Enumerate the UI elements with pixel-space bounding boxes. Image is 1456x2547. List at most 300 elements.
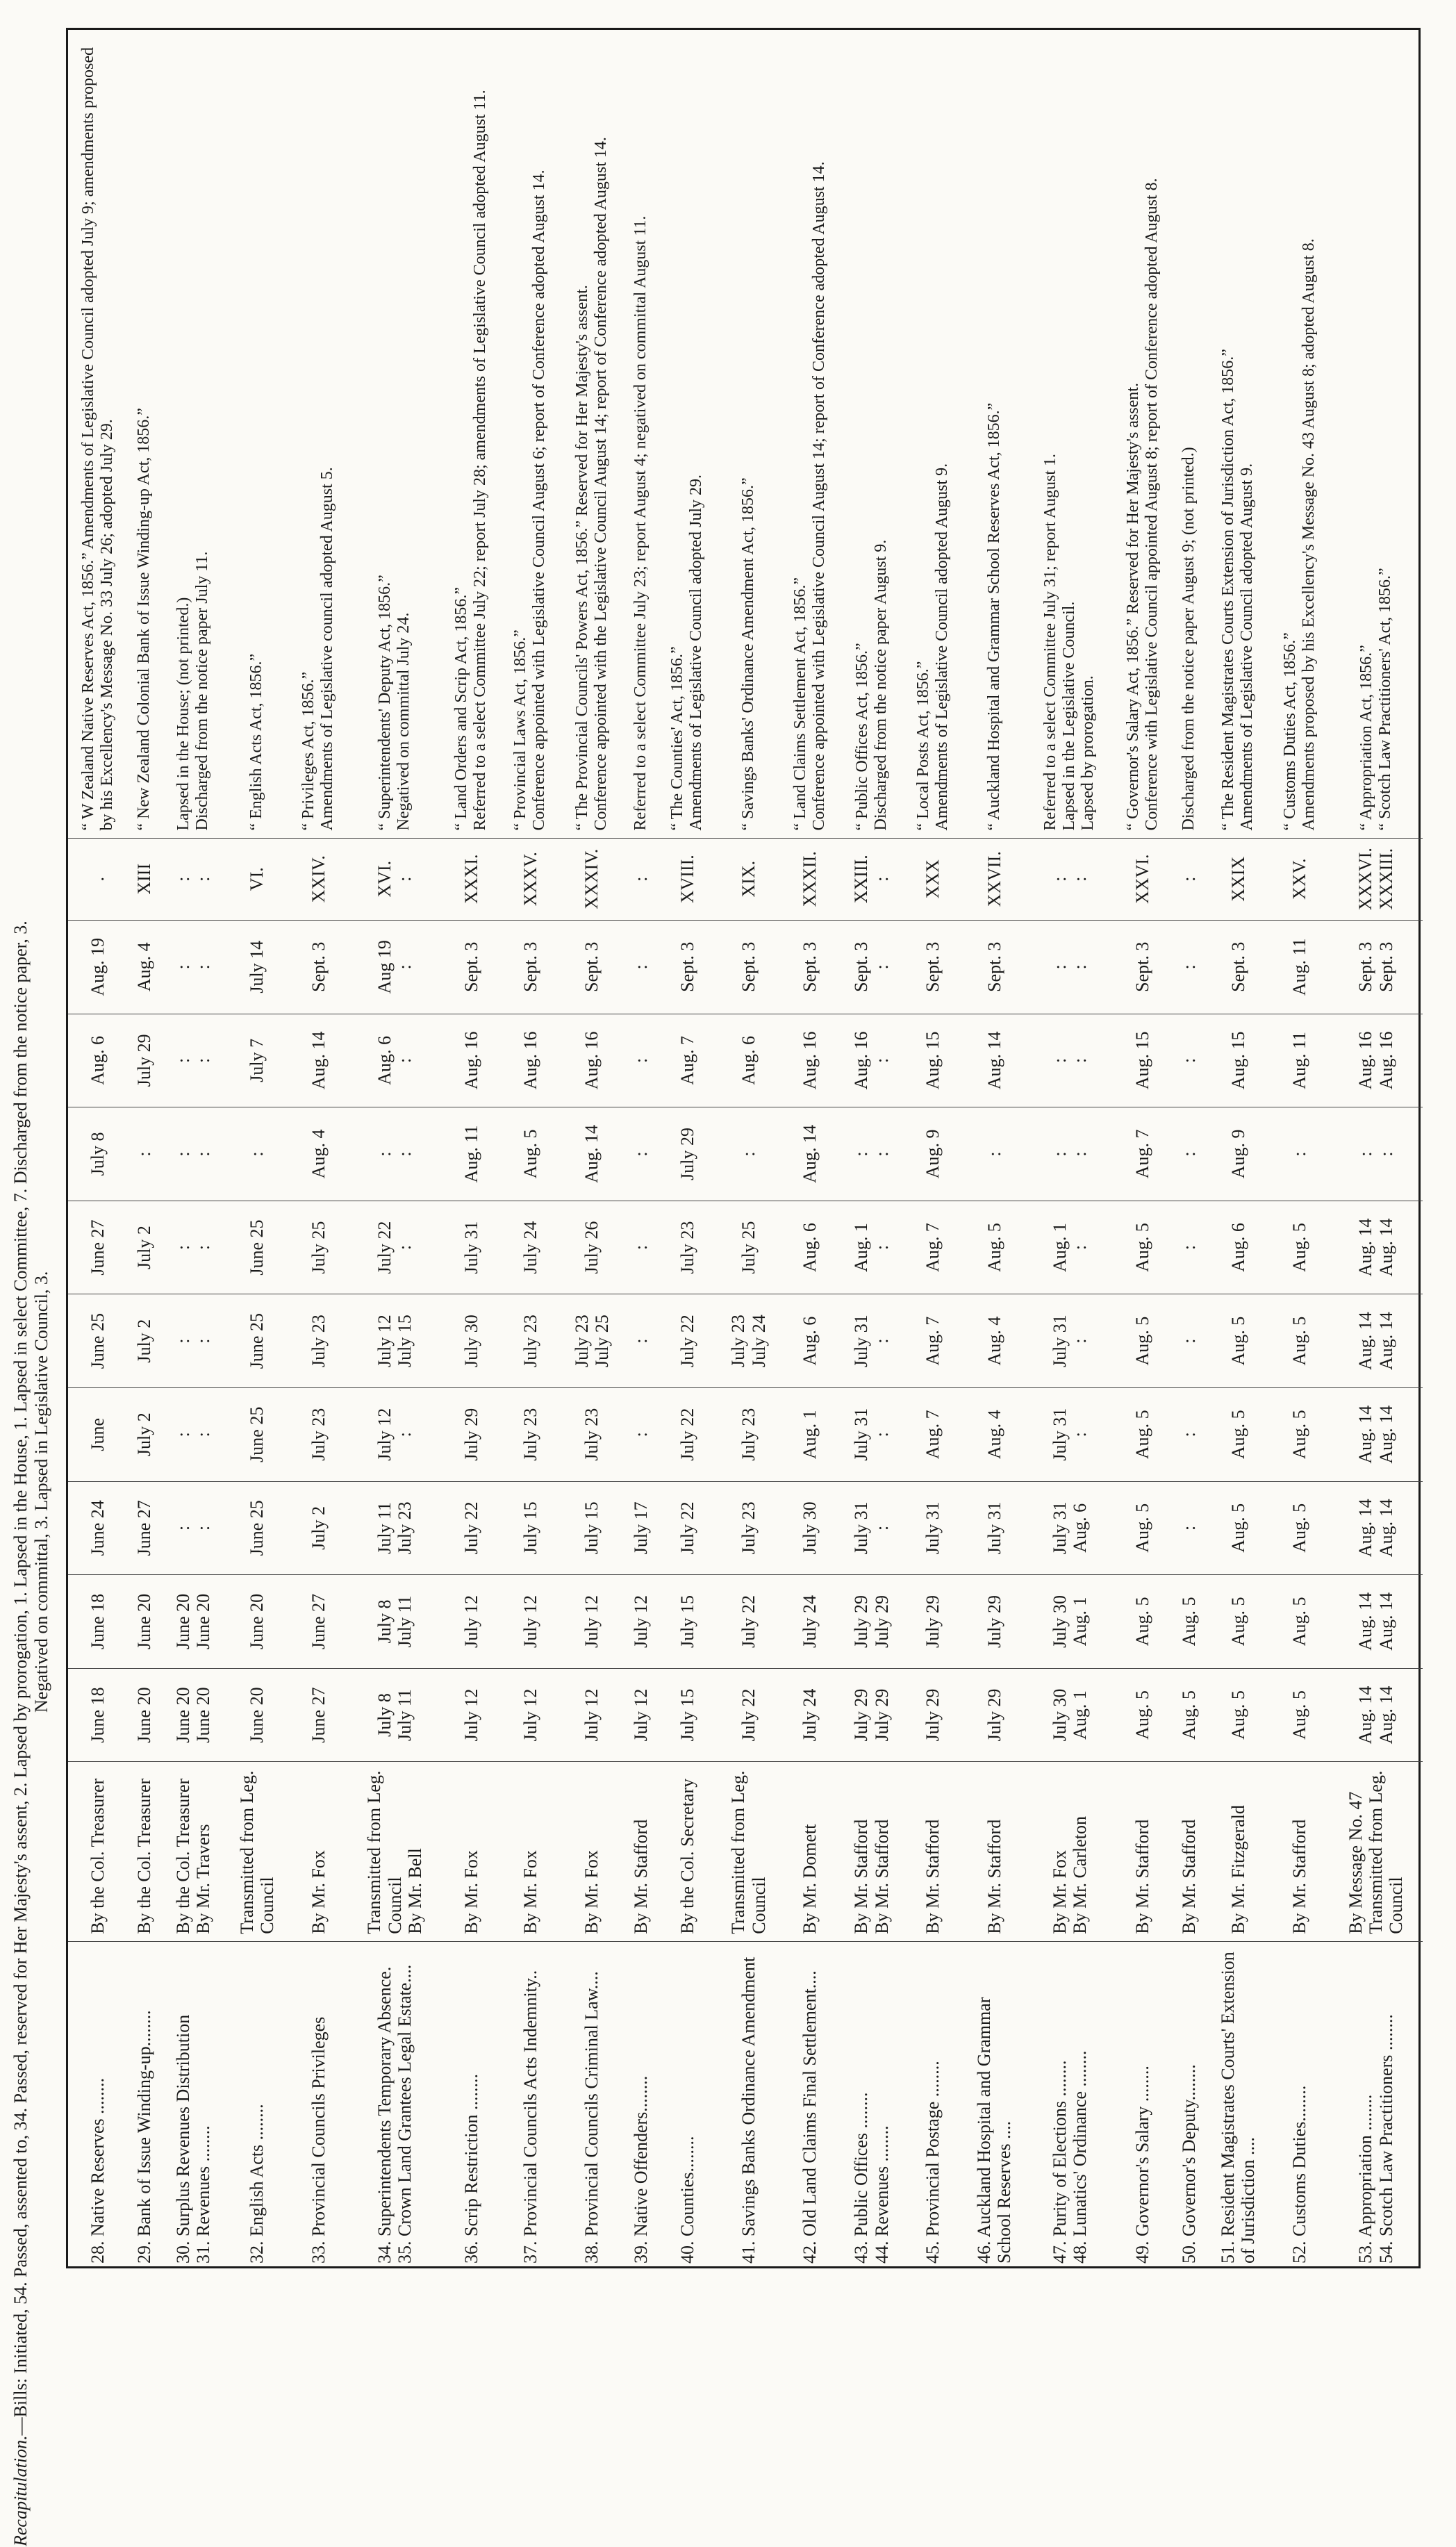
cell-by <box>1113 1762 1172 1941</box>
cell-bill-text: 53. Appropriation ........ 54. Scotch Law Practitioners ........ <box>1355 2014 1396 2264</box>
cell-act <box>289 838 348 920</box>
cell-c2-text: June 27 <box>308 1593 329 1649</box>
cell-remarks <box>903 30 962 838</box>
cell-c2 <box>501 1575 560 1669</box>
cell-c4 <box>225 1387 289 1481</box>
cell-c1-text: Aug. 14 Aug. 14 <box>1355 1685 1396 1745</box>
cell-by <box>441 1762 500 1941</box>
cell-bill <box>348 1941 442 2270</box>
cell-c8 <box>1329 1014 1423 1107</box>
cell-c2-text: July 29 <box>923 1594 943 1648</box>
cell-c6 <box>1270 1201 1329 1294</box>
cell-bill-text: 52. Customs Duties........ <box>1289 2085 1310 2264</box>
cell-c8-text: Aug. 6 <box>738 1035 759 1085</box>
cell-c1-text: July 24 <box>800 1688 820 1742</box>
cell-remarks-text: “ Appropriation Act, 1856.” “ Scotch Law Practitioners' Act, 1856.” <box>1357 568 1394 831</box>
cell-c5-text: July 31 : <box>851 1314 892 1368</box>
cell-c5-text: Aug. 7 <box>923 1316 943 1366</box>
cell-c2 <box>717 1575 781 1669</box>
cell-remarks-text: Referred to a select Committee July 31; report August 1. Lapsed in the Legislative Council. Lapsed by prorogation. <box>1041 453 1098 831</box>
cell-c8-text: Aug. 14 <box>984 1031 1004 1090</box>
cell-c8-text: Aug. 16 <box>520 1031 540 1090</box>
cell-c8-text: Aug. 16 Aug. 16 <box>1355 1031 1396 1090</box>
cell-c1 <box>1329 1668 1423 1762</box>
cell-c4-text: July 29 <box>461 1408 481 1461</box>
cell-c2-text: June 18 <box>88 1593 108 1649</box>
cell-bill <box>1270 1941 1329 2270</box>
table-row <box>1113 30 1172 2270</box>
cell-c7-text: : : <box>1355 1151 1396 1157</box>
table-row <box>717 30 781 2270</box>
cell-by-text: Transmitted from Leg. Council By Mr. Bell <box>364 1770 425 1934</box>
cell-act <box>225 838 289 920</box>
table-row <box>780 30 839 2270</box>
cell-c6 <box>1026 1201 1113 1294</box>
cell-act <box>441 838 500 920</box>
cell-c3 <box>1329 1481 1423 1575</box>
cell-c1 <box>963 1668 1027 1762</box>
cell-by <box>501 1762 560 1941</box>
cell-c2-text: July 29 July 29 <box>851 1594 892 1648</box>
cell-c5 <box>624 1294 658 1388</box>
cell-c1-text: July 29 July 29 <box>851 1688 892 1742</box>
cell-bill <box>657 1941 716 2270</box>
cell-c8-text: Aug. 14 <box>308 1031 329 1090</box>
cell-c9-text: Sept. 3 <box>800 941 820 992</box>
cell-bill-text: 51. Resident Magistrates Courts' Extension of Jurisdiction .... <box>1218 1952 1259 2264</box>
cell-c4 <box>903 1387 962 1481</box>
cell-c9 <box>501 920 560 1014</box>
cell-c8-text: July 29 <box>134 1034 155 1087</box>
cell-c5 <box>963 1294 1027 1388</box>
cell-c3-text: July 15 <box>520 1501 540 1555</box>
cell-by-text: By Mr. Stafford <box>984 1819 1004 1934</box>
cell-c7-text: Aug. 4 <box>308 1129 329 1179</box>
table-row <box>501 30 560 2270</box>
cell-act-text: XXXV. <box>520 852 540 907</box>
cell-act <box>560 838 624 920</box>
cell-c2-text: July 12 <box>581 1594 602 1648</box>
cell-c5-text: Aug. 4 <box>984 1316 1004 1366</box>
cell-c6-text: Aug. 5 <box>984 1223 1004 1272</box>
cell-c1 <box>348 1668 442 1762</box>
table-row <box>560 30 624 2270</box>
cell-c6 <box>1113 1201 1172 1294</box>
cell-c6 <box>441 1201 500 1294</box>
cell-c2-text: July 24 <box>800 1594 820 1648</box>
cell-c7-text: : : <box>172 1151 213 1157</box>
cell-by-text: By Mr. Fox <box>520 1850 540 1934</box>
cell-by <box>348 1762 442 1941</box>
cell-c2-text: July 30 Aug. 1 <box>1049 1594 1090 1648</box>
cell-act-text: XXIV. <box>308 855 329 903</box>
cell-c2-text: Aug. 5 <box>1132 1597 1153 1647</box>
table-row <box>225 30 289 2270</box>
cell-c8-text: July 7 <box>247 1038 267 1082</box>
cell-c3 <box>1113 1481 1172 1575</box>
cell-c5-text: : : <box>172 1338 213 1344</box>
cell-c6-text: July 24 <box>520 1221 540 1274</box>
cell-c6-text: July 22 : <box>374 1221 415 1274</box>
cell-c5-text: Aug. 5 <box>1289 1316 1310 1366</box>
recapitulation-text-1: —Bills: Initiated, 54. Passed, assented to, 34. Passed, reserved for Her Majesty's assent, 2. Lapsed by prorogation, 1. Lapsed in the House, 1. Lapsed in select Committee, 7. Discharged from the notice paper, 3. <box>10 921 31 2436</box>
cell-c4-text: Aug. 14 Aug. 14 <box>1355 1405 1396 1464</box>
cell-bill-text: 30. Surplus Revenues Distribution 31. Revenues ........ <box>172 2014 213 2264</box>
cell-c6-text: Aug. 5 <box>1132 1223 1153 1272</box>
recapitulation-line-1 <box>10 306 31 2546</box>
cell-c9-text: : <box>630 964 651 970</box>
cell-c3-text: June 24 <box>88 1500 108 1556</box>
cell-c8 <box>780 1014 839 1107</box>
cell-remarks <box>624 30 658 838</box>
cell-c5 <box>1270 1294 1329 1388</box>
cell-c9 <box>1172 920 1206 1014</box>
cell-c5 <box>501 1294 560 1388</box>
cell-bill <box>225 1941 289 2270</box>
cell-remarks-text: “ The Counties' Act, 1856.” Amendments of Legislative Council adopted July 29. <box>668 474 706 831</box>
cell-c6-text: Aug. 5 <box>1289 1223 1310 1272</box>
cell-c5-text: : <box>630 1338 651 1344</box>
cell-c9-text: Sept. 3 <box>677 941 697 992</box>
cell-c9-text: Sept. 3 <box>984 941 1004 992</box>
cell-c5 <box>1026 1294 1113 1388</box>
cell-c3 <box>289 1481 348 1575</box>
cell-act-text: XXXII. <box>800 851 820 907</box>
cell-c1-text: June 18 <box>88 1687 108 1743</box>
cell-c6 <box>1329 1201 1423 1294</box>
table-row <box>840 30 904 2270</box>
cell-c4 <box>1206 1387 1270 1481</box>
cell-c2 <box>963 1575 1027 1669</box>
cell-c3-text: July 17 <box>630 1501 651 1555</box>
cell-c6-text: July 25 <box>738 1221 759 1274</box>
cell-c6 <box>624 1201 658 1294</box>
cell-act <box>1206 838 1270 920</box>
cell-by-text: By the Col. Treasurer By Mr. Travers <box>172 1778 213 1934</box>
cell-c8 <box>963 1014 1027 1107</box>
cell-by-text: By Message No. 47 Transmitted from Leg. Council <box>1345 1770 1407 1934</box>
cell-c2-text: Aug. 14 Aug. 14 <box>1355 1592 1396 1651</box>
cell-c8 <box>560 1014 624 1107</box>
table-row <box>1026 30 1113 2270</box>
cell-c8 <box>1026 1014 1113 1107</box>
cell-c4 <box>624 1387 658 1481</box>
cell-act-text: XXIII. : <box>851 855 892 904</box>
cell-c8-text: : : <box>1049 1057 1090 1063</box>
cell-remarks <box>289 30 348 838</box>
cell-c3 <box>441 1481 500 1575</box>
cell-c4-text: July 12 : <box>374 1408 415 1461</box>
cell-c1 <box>840 1668 904 1762</box>
cell-c5-text: July 30 <box>461 1314 481 1368</box>
cell-by-text: By the Col. Secretary <box>677 1778 697 1934</box>
cell-by-text: By Mr. Fox <box>308 1850 329 1934</box>
cell-c3 <box>1172 1481 1206 1575</box>
cell-c6-text: : : <box>172 1244 213 1251</box>
cell-c9 <box>624 920 658 1014</box>
cell-bill <box>1172 1941 1206 2270</box>
cell-c6 <box>560 1201 624 1294</box>
cell-c5-text: June 25 <box>247 1313 267 1369</box>
cell-c8 <box>840 1014 904 1107</box>
cell-c1 <box>903 1668 962 1762</box>
cell-c9 <box>560 920 624 1014</box>
cell-bill-text: 49. Governor's Salary ........ <box>1132 2066 1153 2264</box>
cell-c7 <box>624 1107 658 1201</box>
cell-c8-text: Aug. 16 <box>461 1031 481 1090</box>
cell-remarks-text: “ Governor's Salary Act, 1856.” Reserved for Her Majesty's assent. Conference with Legislative Council appointed August 8; report of Conference adopted August 8. <box>1123 178 1161 831</box>
cell-by-text: Transmitted from Leg. Council <box>236 1770 277 1934</box>
table-row <box>441 30 500 2270</box>
table-row <box>1270 30 1329 2270</box>
cell-remarks-text: “ Customs Duties Act, 1856.” Amendments proposed by his Excellency's Message No. 43 August 8; adopted August 8. <box>1280 238 1318 831</box>
cell-c5 <box>441 1294 500 1388</box>
cell-c4-text: July 22 <box>677 1408 697 1461</box>
cell-act-text: : <box>1179 876 1200 882</box>
cell-c7 <box>560 1107 624 1201</box>
cell-c4-text: Aug. 4 <box>984 1410 1004 1460</box>
cell-c1 <box>717 1668 781 1762</box>
cell-act-text: XVIII. <box>677 855 697 904</box>
cell-act <box>1172 838 1206 920</box>
cell-c3-text: July 31 : <box>851 1501 892 1555</box>
cell-c9 <box>1329 920 1423 1014</box>
cell-by-text: By Mr. Stafford <box>923 1819 943 1934</box>
cell-c8-text: : <box>1179 1057 1200 1063</box>
cell-c2 <box>1113 1575 1172 1669</box>
cell-c1-text: July 15 <box>677 1688 697 1742</box>
cell-c8-text: Aug. 16 <box>581 1031 602 1090</box>
cell-c3 <box>225 1481 289 1575</box>
cell-c3-text: June 25 <box>247 1500 267 1556</box>
cell-c5 <box>348 1294 442 1388</box>
cell-c3-text: July 2 <box>308 1506 329 1550</box>
cell-c4-text: July 31 : <box>1049 1408 1090 1461</box>
cell-c2 <box>560 1575 624 1669</box>
cell-c9 <box>780 920 839 1014</box>
cell-c4 <box>1270 1387 1329 1481</box>
cell-c6 <box>903 1201 962 1294</box>
cell-remarks-text: “ Savings Banks' Ordinance Amendment Act, 1856.” <box>739 477 758 831</box>
cell-c5 <box>840 1294 904 1388</box>
cell-c8 <box>225 1014 289 1107</box>
cell-bill-text: 29. Bank of Issue Winding-up........ <box>134 2010 155 2264</box>
cell-c5-text: July 2 <box>134 1319 155 1363</box>
cell-c9-text: Sept. 3 <box>308 941 329 992</box>
cell-c2-text: July 29 <box>984 1594 1004 1648</box>
cell-c1 <box>1206 1668 1270 1762</box>
cell-c7 <box>441 1107 500 1201</box>
cell-c4-text: July 23 <box>520 1408 540 1461</box>
cell-bill-text: 43. Public Offices ........ 44. Revenues ........ <box>851 2092 892 2264</box>
cell-c8 <box>1113 1014 1172 1107</box>
cell-c8 <box>1206 1014 1270 1107</box>
cell-c6-text: Aug. 6 <box>1227 1223 1248 1272</box>
table-row <box>289 30 348 2270</box>
cell-c2 <box>441 1575 500 1669</box>
cell-c4-text: July 2 <box>134 1412 155 1457</box>
cell-c3 <box>624 1481 658 1575</box>
cell-c9-text: : : <box>1049 964 1090 970</box>
cell-c8 <box>501 1014 560 1107</box>
cell-c7 <box>225 1107 289 1201</box>
cell-c5 <box>1329 1294 1423 1388</box>
cell-c3-text: Aug. 5 <box>1132 1503 1153 1553</box>
cell-bill <box>903 1941 962 2270</box>
table-row <box>903 30 962 2270</box>
cell-c2 <box>624 1575 658 1669</box>
cell-c5 <box>903 1294 962 1388</box>
cell-c5 <box>1206 1294 1270 1388</box>
cell-c1-text: July 22 <box>738 1688 759 1742</box>
cell-c9-text: Sept. 3 <box>1227 941 1248 992</box>
cell-act-text: : : <box>1049 876 1090 882</box>
cell-c9-text: Sept. 3 <box>461 941 481 992</box>
cell-c7 <box>501 1107 560 1201</box>
cell-c5 <box>657 1294 716 1388</box>
cell-c1 <box>501 1668 560 1762</box>
cell-act-text: XIX. <box>738 860 759 898</box>
cell-c2-text: July 15 <box>677 1594 697 1648</box>
cell-c3 <box>560 1481 624 1575</box>
cell-by <box>1270 1762 1329 1941</box>
cell-c1-text: July 12 <box>630 1688 651 1742</box>
cell-remarks <box>1113 30 1172 838</box>
cell-c7 <box>1329 1107 1423 1201</box>
cell-c2 <box>840 1575 904 1669</box>
cell-remarks-text: “ Land Orders and Scrip Act, 1856.” Referred to a select Committee July 22; report July 28; amendments of Legislative Council adopted August 11. <box>452 90 490 831</box>
cell-c7-text: Aug. 14 <box>581 1125 602 1183</box>
cell-remarks-text: “ Privileges Act, 1856.” Amendments of Legislative council adopted August 5. <box>299 467 337 831</box>
cell-c8-text: Aug. 15 <box>923 1031 943 1090</box>
cell-c9 <box>441 920 500 1014</box>
cell-c7 <box>1172 1107 1206 1201</box>
cell-c1 <box>1026 1668 1113 1762</box>
cell-bill-text: 34. Superintendents Temporary Absence. 35. Crown Land Grantees Legal Estate.... <box>374 1964 415 2264</box>
table-row <box>963 30 1027 2270</box>
cell-c4 <box>289 1387 348 1481</box>
cell-by-text: By Mr. Stafford <box>1179 1819 1200 1934</box>
cell-bill <box>963 1941 1027 2270</box>
cell-c2-text: July 12 <box>520 1594 540 1648</box>
cell-remarks <box>1270 30 1329 838</box>
cell-c7 <box>840 1107 904 1201</box>
cell-remarks-text: “ Provincial Laws Act, 1856.” Conference appointed with Legislative Council August 6; report of Conference adopted August 14. <box>511 170 549 831</box>
cell-remarks-text: “ Land Claims Settlement Act, 1856.” Conference appointed with Legislative Council August 14; report of Conference adopted August 14. <box>791 161 829 831</box>
cell-c5 <box>780 1294 839 1388</box>
cell-c5 <box>717 1294 781 1388</box>
cell-bill <box>1113 1941 1172 2270</box>
cell-bill-text: 37. Provincial Councils Acts Indemnity.. <box>520 1970 540 2264</box>
cell-c9-text: Aug. 19 <box>88 937 108 996</box>
cell-by <box>903 1762 962 1941</box>
cell-by-text: By the Col. Treasurer <box>88 1778 108 1934</box>
cell-c9-text: Sept. 3 <box>581 941 602 992</box>
cell-c3 <box>657 1481 716 1575</box>
cell-c9 <box>963 920 1027 1014</box>
cell-remarks <box>780 30 839 838</box>
cell-remarks-text: Referred to a select Committee July 23; report August 4; negatived on committal August 11. <box>631 215 650 831</box>
cell-c1-text: Aug. 5 <box>1227 1690 1248 1740</box>
cell-c5 <box>1172 1294 1206 1388</box>
cell-c1-text: Aug. 5 <box>1132 1690 1153 1740</box>
cell-c1 <box>1172 1668 1206 1762</box>
cell-c7 <box>1026 1107 1113 1201</box>
cell-remarks-text: “ Auckland Hospital and Grammar School Reserves Act, 1856.” <box>985 402 1004 831</box>
cell-c8 <box>348 1014 442 1107</box>
cell-c6-text: Aug. 14 Aug. 14 <box>1355 1218 1396 1277</box>
cell-c1-text: June 20 <box>247 1687 267 1743</box>
cell-remarks <box>717 30 781 838</box>
cell-c4 <box>560 1387 624 1481</box>
cell-c7 <box>903 1107 962 1201</box>
cell-c7 <box>717 1107 781 1201</box>
cell-c8-text: Aug. 15 <box>1227 1031 1248 1090</box>
table-frame <box>66 28 1421 2268</box>
cell-bill-text: 42. Old Land Claims Final Settlement.... <box>800 1970 820 2264</box>
cell-c3 <box>501 1481 560 1575</box>
cell-bill-text: 45. Provincial Postage ........ <box>923 2061 943 2264</box>
cell-c4-text: Aug. 7 <box>923 1410 943 1460</box>
cell-c7-text: : <box>247 1151 267 1157</box>
cell-c3 <box>963 1481 1027 1575</box>
cell-act <box>501 838 560 920</box>
cell-bill <box>624 1941 658 2270</box>
cell-c2-text: July 22 <box>738 1594 759 1648</box>
cell-bill-text: 40. Counties........ <box>677 2136 697 2264</box>
cell-c6-text: June 25 <box>247 1219 267 1276</box>
cell-c7 <box>348 1107 442 1201</box>
cell-by <box>225 1762 289 1941</box>
cell-c9 <box>348 920 442 1014</box>
cell-c2 <box>657 1575 716 1669</box>
cell-c7-text: : <box>984 1151 1004 1157</box>
cell-c5-text: Aug. 6 <box>800 1316 820 1366</box>
cell-c4 <box>1329 1387 1423 1481</box>
cell-c8 <box>441 1014 500 1107</box>
cell-act-text: XIII <box>134 863 155 895</box>
cell-c1 <box>560 1668 624 1762</box>
cell-c7-text: : <box>134 1151 155 1157</box>
cell-bill <box>717 1941 781 2270</box>
cell-act-text: XXV. <box>1289 858 1310 900</box>
cell-bill-text: 36. Scrip Restriction ........ <box>461 2074 481 2264</box>
cell-c3-text: July 31 Aug. 6 <box>1049 1501 1090 1555</box>
cell-bill <box>560 1941 624 2270</box>
cell-c7-text: : <box>738 1151 759 1157</box>
cell-remarks <box>840 30 904 838</box>
cell-act <box>624 838 658 920</box>
cell-c9 <box>903 920 962 1014</box>
cell-by <box>624 1762 658 1941</box>
cell-remarks <box>1026 30 1113 838</box>
cell-c6-text: : <box>1179 1244 1200 1251</box>
cell-c5-text: July 22 <box>677 1314 697 1368</box>
cell-remarks-text: “ Public Offices Act, 1856.” Discharged from the notice paper August 9. <box>852 539 890 831</box>
cell-c7-text: Aug. 14 <box>800 1125 820 1183</box>
cell-c5-text: Aug. 14 Aug. 14 <box>1355 1312 1396 1371</box>
cell-c7-text: Aug. 9 <box>923 1129 943 1179</box>
cell-c4-text: June <box>88 1417 108 1451</box>
cell-by-text: By Mr. Fox <box>581 1850 602 1934</box>
cell-act <box>963 838 1027 920</box>
cell-c8 <box>624 1014 658 1107</box>
cell-c8 <box>1172 1014 1206 1107</box>
cell-c1 <box>225 1668 289 1762</box>
cell-c6-text: July 25 <box>308 1221 329 1274</box>
cell-remarks-text: “ The Resident Magistrates Courts Extension of Jurisdiction Act, 1856.” Amendments of Legislative Council adopted August 9. <box>1219 349 1257 831</box>
cell-by-text: By Mr. Stafford <box>1289 1819 1310 1934</box>
